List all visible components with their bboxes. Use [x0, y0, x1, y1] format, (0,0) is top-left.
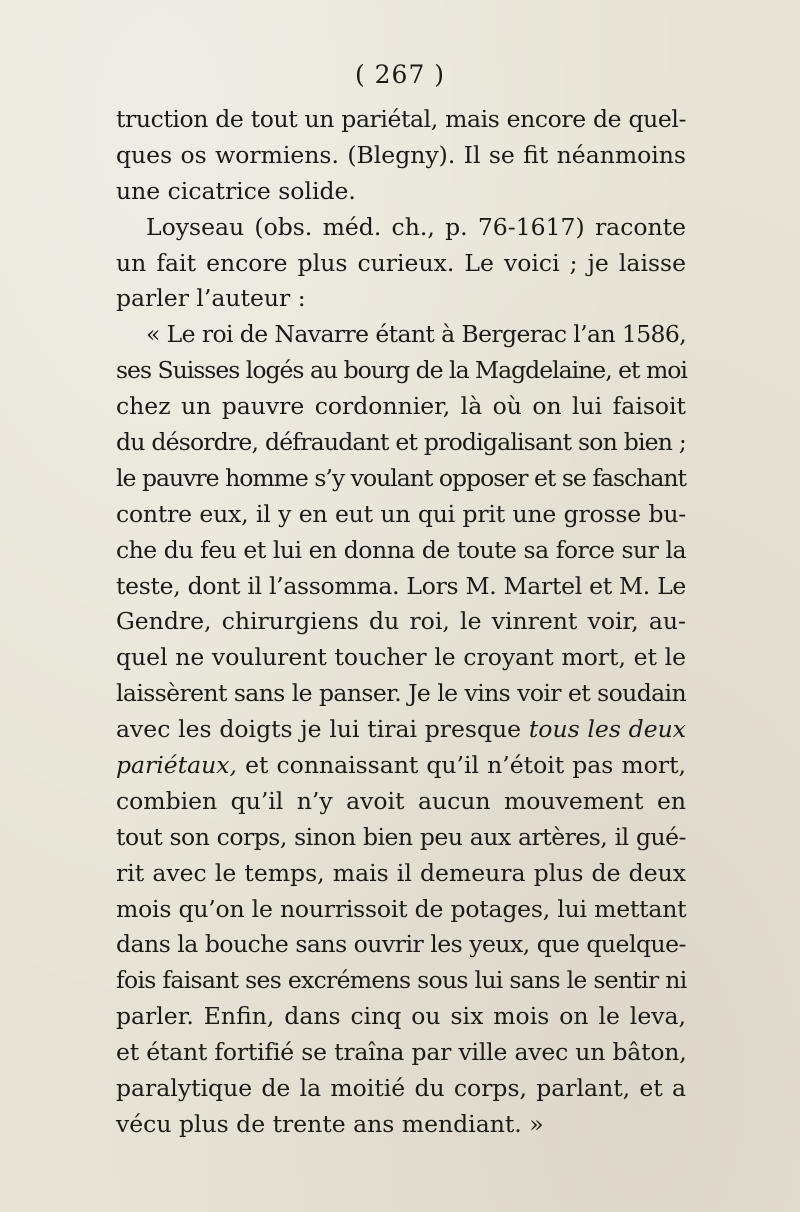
- italic-phrase: pariétaux,: [116, 751, 238, 780]
- text-line: tout son corps, sinon bien peu aux artères, il gué-: [116, 822, 686, 851]
- text-line: vécu plus de trente ans mendiant. »: [116, 1109, 544, 1138]
- text-line: dans la bouche sans ouvrir les yeux, que quelque-: [116, 930, 686, 959]
- page-number: ( 267 ): [354, 60, 446, 89]
- text-line: Gendre, chirurgiens du roi, le vinrent voir, au-: [116, 607, 686, 636]
- text-line: [116, 748, 686, 784]
- text-segment: avec les doigts je lui tirai presque: [116, 715, 529, 744]
- text-line: [116, 712, 686, 748]
- text-line: un fait encore plus curieux. Le voici ; je laisse: [116, 248, 686, 277]
- text-line: ques os wormiens. (Blegny). Il se fit néanmoins: [116, 140, 686, 169]
- paragraph-start-line: Loyseau (obs. méd. ch., p. 76-1617) raconte: [146, 212, 686, 241]
- text-line: rit avec le temps, mais il demeura plus de deux: [116, 858, 686, 887]
- text-line: du désordre, défraudant et prodigalisant son bien ;: [116, 428, 686, 457]
- text-segment: et connaissant qu’il n’étoit pas mort,: [237, 751, 686, 780]
- paragraph-start-line: « Le roi de Navarre étant à Bergerac l’an 1586,: [146, 320, 687, 349]
- text-line: laissèrent sans le panser. Je le vins voir et soudain: [116, 679, 686, 708]
- text-line: teste, dont il l’assomma. Lors M. Martel et M. Le: [116, 571, 687, 600]
- text-line: che du feu et lui en donna de toute sa force sur la: [116, 535, 686, 564]
- text-line: contre eux, il y en eut un qui prit une grosse bu-: [116, 499, 686, 528]
- text-line: parler. Enfin, dans cinq ou six mois on le leva,: [116, 1002, 686, 1031]
- text-line: truction de tout un pariétal, mais encore de quel-: [116, 105, 686, 133]
- text-line: chez un pauvre cordonnier, là où on lui faisoit: [116, 392, 686, 421]
- text-line: combien qu’il n’y avoit aucun mouvement en: [116, 786, 686, 815]
- text-line: paralytique de la moitié du corps, parlant, et a: [116, 1074, 686, 1103]
- italic-phrase: tous les deux: [528, 715, 686, 744]
- text-line: quel ne voulurent toucher le croyant mort, et le: [116, 643, 686, 672]
- text-line: une cicatrice solide.: [116, 176, 356, 205]
- text-line: fois faisant ses excrémens sous lui sans le sentir ni: [116, 966, 687, 995]
- body-text: [116, 102, 686, 1143]
- text-line: mois qu’on le nourrissoit de potages, lui mettant: [116, 894, 687, 923]
- text-line: le pauvre homme s’y voulant opposer et se faschant: [116, 463, 686, 492]
- text-line: parler l’auteur :: [116, 284, 306, 313]
- text-line: ses Suisses logés au bourg de la Magdelaine, et moi: [116, 356, 687, 385]
- text-line: et étant fortifié se traîna par ville avec un bâton,: [116, 1038, 687, 1067]
